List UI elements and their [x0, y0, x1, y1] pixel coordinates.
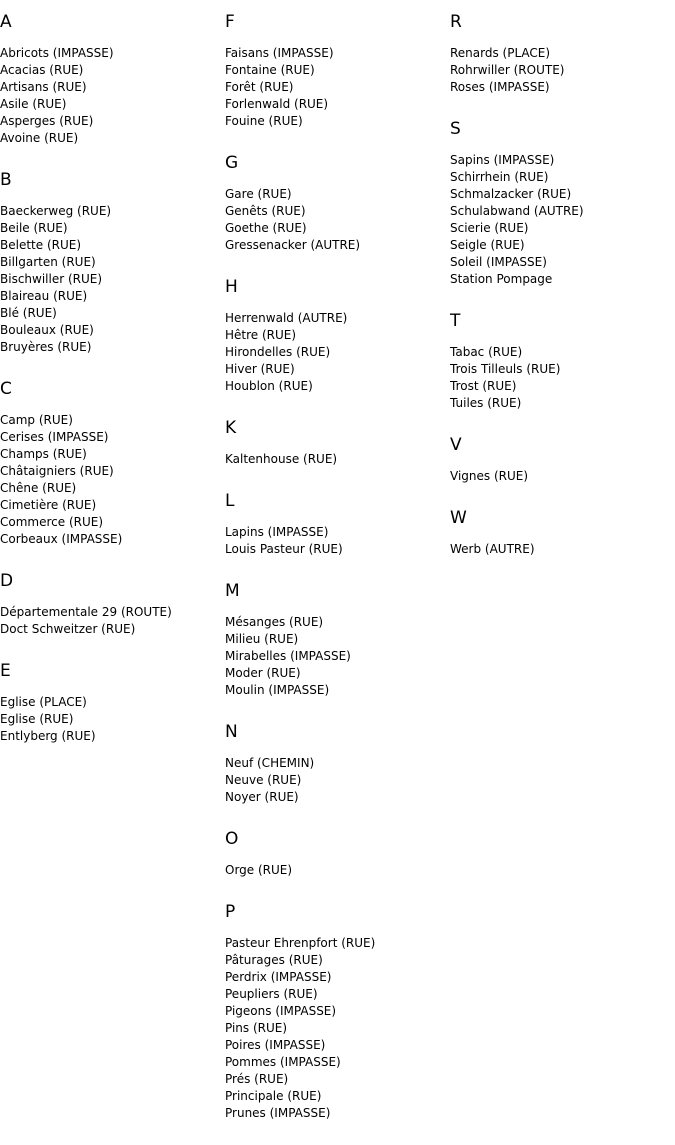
letter-group [0, 170, 225, 356]
street-entry: Genêts (RUE) [225, 204, 306, 218]
street-entry: Roses (IMPASSE) [450, 80, 550, 94]
letter-group [225, 491, 450, 558]
street-entry: Prunes (IMPASSE) [225, 1106, 331, 1120]
street-entry: Gare (RUE) [225, 187, 292, 201]
street-entry: Chêne (RUE) [0, 481, 77, 495]
street-entry: Billgarten (RUE) [0, 255, 96, 269]
street-entry: Vignes (RUE) [450, 469, 529, 483]
street-entry: Belette (RUE) [0, 238, 82, 252]
letter-group [0, 661, 225, 745]
street-entry: Avoine (RUE) [0, 131, 79, 145]
street-entry: Scierie (RUE) [450, 221, 529, 235]
letter-heading: D [0, 571, 14, 591]
street-entry: Fouine (RUE) [225, 114, 303, 128]
letter-heading: L [225, 491, 235, 511]
street-entry: Perdrix (IMPASSE) [225, 970, 332, 984]
street-entry: Camp (RUE) [0, 413, 73, 427]
letter-group [450, 311, 675, 412]
letter-group [225, 902, 450, 1122]
letter-group [450, 435, 675, 485]
street-entry: Mirabelles (IMPASSE) [225, 649, 351, 663]
street-entry: Pommes (IMPASSE) [225, 1055, 341, 1069]
street-entry: Baeckerweg (RUE) [0, 204, 112, 218]
letter-heading: B [0, 170, 12, 190]
letter-group [225, 581, 450, 699]
street-entry: Eglise (RUE) [0, 712, 74, 726]
street-entry: Pasteur Ehrenpfort (RUE) [225, 936, 376, 950]
letter-heading: T [450, 311, 461, 331]
street-entry: Bischwiller (RUE) [0, 272, 103, 286]
street-entry: Pins (RUE) [225, 1021, 288, 1035]
street-entry: Entlyberg (RUE) [0, 729, 96, 743]
street-entry: Trois Tilleuls (RUE) [450, 362, 561, 376]
letter-group [0, 571, 225, 638]
street-list [225, 186, 450, 254]
street-entry: Goethe (RUE) [225, 221, 307, 235]
street-list [450, 541, 675, 558]
index-column [225, 12, 450, 1145]
street-entry: Schulabwand (AUTRE) [450, 204, 584, 218]
street-entry: Hêtre (RUE) [225, 328, 297, 342]
street-entry: Eglise (PLACE) [0, 695, 87, 709]
letter-group [450, 508, 675, 558]
street-list [225, 524, 450, 558]
street-entry: Cimetière (RUE) [0, 498, 97, 512]
street-entry: Noyer (RUE) [225, 790, 299, 804]
street-entry: Artisans (RUE) [0, 80, 87, 94]
letter-group [450, 12, 675, 96]
street-entry: Bouleaux (RUE) [0, 323, 94, 337]
street-list [0, 45, 225, 147]
street-entry: Milieu (RUE) [225, 632, 299, 646]
street-entry: Asile (RUE) [0, 97, 67, 111]
street-entry: Herrenwald (AUTRE) [225, 311, 348, 325]
street-list [450, 45, 675, 96]
street-entry: Neuf (CHEMIN) [225, 756, 315, 770]
street-list [0, 694, 225, 745]
street-entry: Tuiles (RUE) [450, 396, 522, 410]
street-entry: Mésanges (RUE) [225, 615, 324, 629]
street-entry: Seigle (RUE) [450, 238, 525, 252]
street-entry: Blé (RUE) [0, 306, 57, 320]
index-column [0, 12, 225, 768]
street-entry: Forlenwald (RUE) [225, 97, 329, 111]
letter-heading: E [0, 661, 11, 681]
street-entry: Sapins (IMPASSE) [450, 153, 555, 167]
street-entry: Moulin (IMPASSE) [225, 683, 330, 697]
street-entry: Werb (AUTRE) [450, 542, 535, 556]
letter-heading: W [450, 508, 467, 528]
street-entry: Schirrhein (RUE) [450, 170, 549, 184]
street-list [450, 344, 675, 412]
letter-group [0, 12, 225, 147]
street-list [225, 862, 450, 879]
street-entry: Blaireau (RUE) [0, 289, 88, 303]
street-entry: Renards (PLACE) [450, 46, 551, 60]
street-list [225, 755, 450, 806]
street-entry: Hiver (RUE) [225, 362, 295, 376]
street-entry: Prés (RUE) [225, 1072, 289, 1086]
letter-heading: O [225, 829, 239, 849]
street-list [225, 451, 450, 468]
street-entry: Asperges (RUE) [0, 114, 94, 128]
street-entry: Forêt (RUE) [225, 80, 294, 94]
street-entry: Corbeaux (IMPASSE) [0, 532, 123, 546]
street-entry: Moder (RUE) [225, 666, 301, 680]
street-entry: Faisans (IMPASSE) [225, 46, 334, 60]
letter-heading: C [0, 379, 12, 399]
street-entry: Houblon (RUE) [225, 379, 313, 393]
street-list [225, 935, 450, 1122]
letter-group [225, 277, 450, 395]
letter-heading: N [225, 722, 238, 742]
street-entry: Rohrwiller (ROUTE) [450, 63, 565, 77]
street-list [450, 152, 675, 288]
street-entry: Commerce (RUE) [0, 515, 104, 529]
letter-group [0, 379, 225, 548]
street-entry: Poires (IMPASSE) [225, 1038, 326, 1052]
letter-heading: R [450, 12, 462, 32]
index-column [450, 12, 675, 581]
street-entry: Gressenacker (AUTRE) [225, 238, 361, 252]
letter-heading: H [225, 277, 238, 297]
street-entry: Orge (RUE) [225, 863, 293, 877]
letter-group [225, 418, 450, 468]
street-entry: Schmalzacker (RUE) [450, 187, 572, 201]
street-entry: Trost (RUE) [450, 379, 517, 393]
street-entry: Acacias (RUE) [0, 63, 84, 77]
street-entry: Pâturages (RUE) [225, 953, 323, 967]
street-entry: Châtaigniers (RUE) [0, 464, 114, 478]
street-entry: Doct Schweitzer (RUE) [0, 622, 136, 636]
letter-heading: F [225, 12, 235, 32]
street-list [0, 412, 225, 548]
street-entry: Tabac (RUE) [450, 345, 523, 359]
street-list [0, 604, 225, 638]
street-entry: Lapins (IMPASSE) [225, 525, 329, 539]
letter-heading: K [225, 418, 237, 438]
street-list [225, 310, 450, 395]
street-entry: Peupliers (RUE) [225, 987, 318, 1001]
street-entry: Abricots (IMPASSE) [0, 46, 114, 60]
street-entry: Champs (RUE) [0, 447, 87, 461]
letter-heading: P [225, 902, 236, 922]
letter-group [225, 12, 450, 130]
street-entry: Soleil (IMPASSE) [450, 255, 547, 269]
street-entry: Principale (RUE) [225, 1089, 322, 1103]
street-entry: Bruyères (RUE) [0, 340, 92, 354]
street-entry: Kaltenhouse (RUE) [225, 452, 338, 466]
letter-heading: G [225, 153, 239, 173]
street-list [225, 45, 450, 130]
street-entry: Pigeons (IMPASSE) [225, 1004, 337, 1018]
street-entry: Louis Pasteur (RUE) [225, 542, 343, 556]
letter-group [450, 119, 675, 288]
street-entry: Cerises (IMPASSE) [0, 430, 109, 444]
letter-heading: V [450, 435, 462, 455]
street-entry: Station Pompage [450, 272, 553, 286]
street-list [225, 614, 450, 699]
street-list [450, 468, 675, 485]
letter-heading: S [450, 119, 461, 139]
letter-group [225, 722, 450, 806]
street-entry: Départementale 29 (ROUTE) [0, 605, 172, 619]
street-entry: Neuve (RUE) [225, 773, 302, 787]
street-list [0, 203, 225, 356]
letter-group [225, 153, 450, 254]
letter-heading: M [225, 581, 240, 601]
street-entry: Beile (RUE) [0, 221, 68, 235]
letter-group [225, 829, 450, 879]
street-entry: Fontaine (RUE) [225, 63, 315, 77]
street-entry: Hirondelles (RUE) [225, 345, 331, 359]
letter-heading: A [0, 12, 12, 32]
